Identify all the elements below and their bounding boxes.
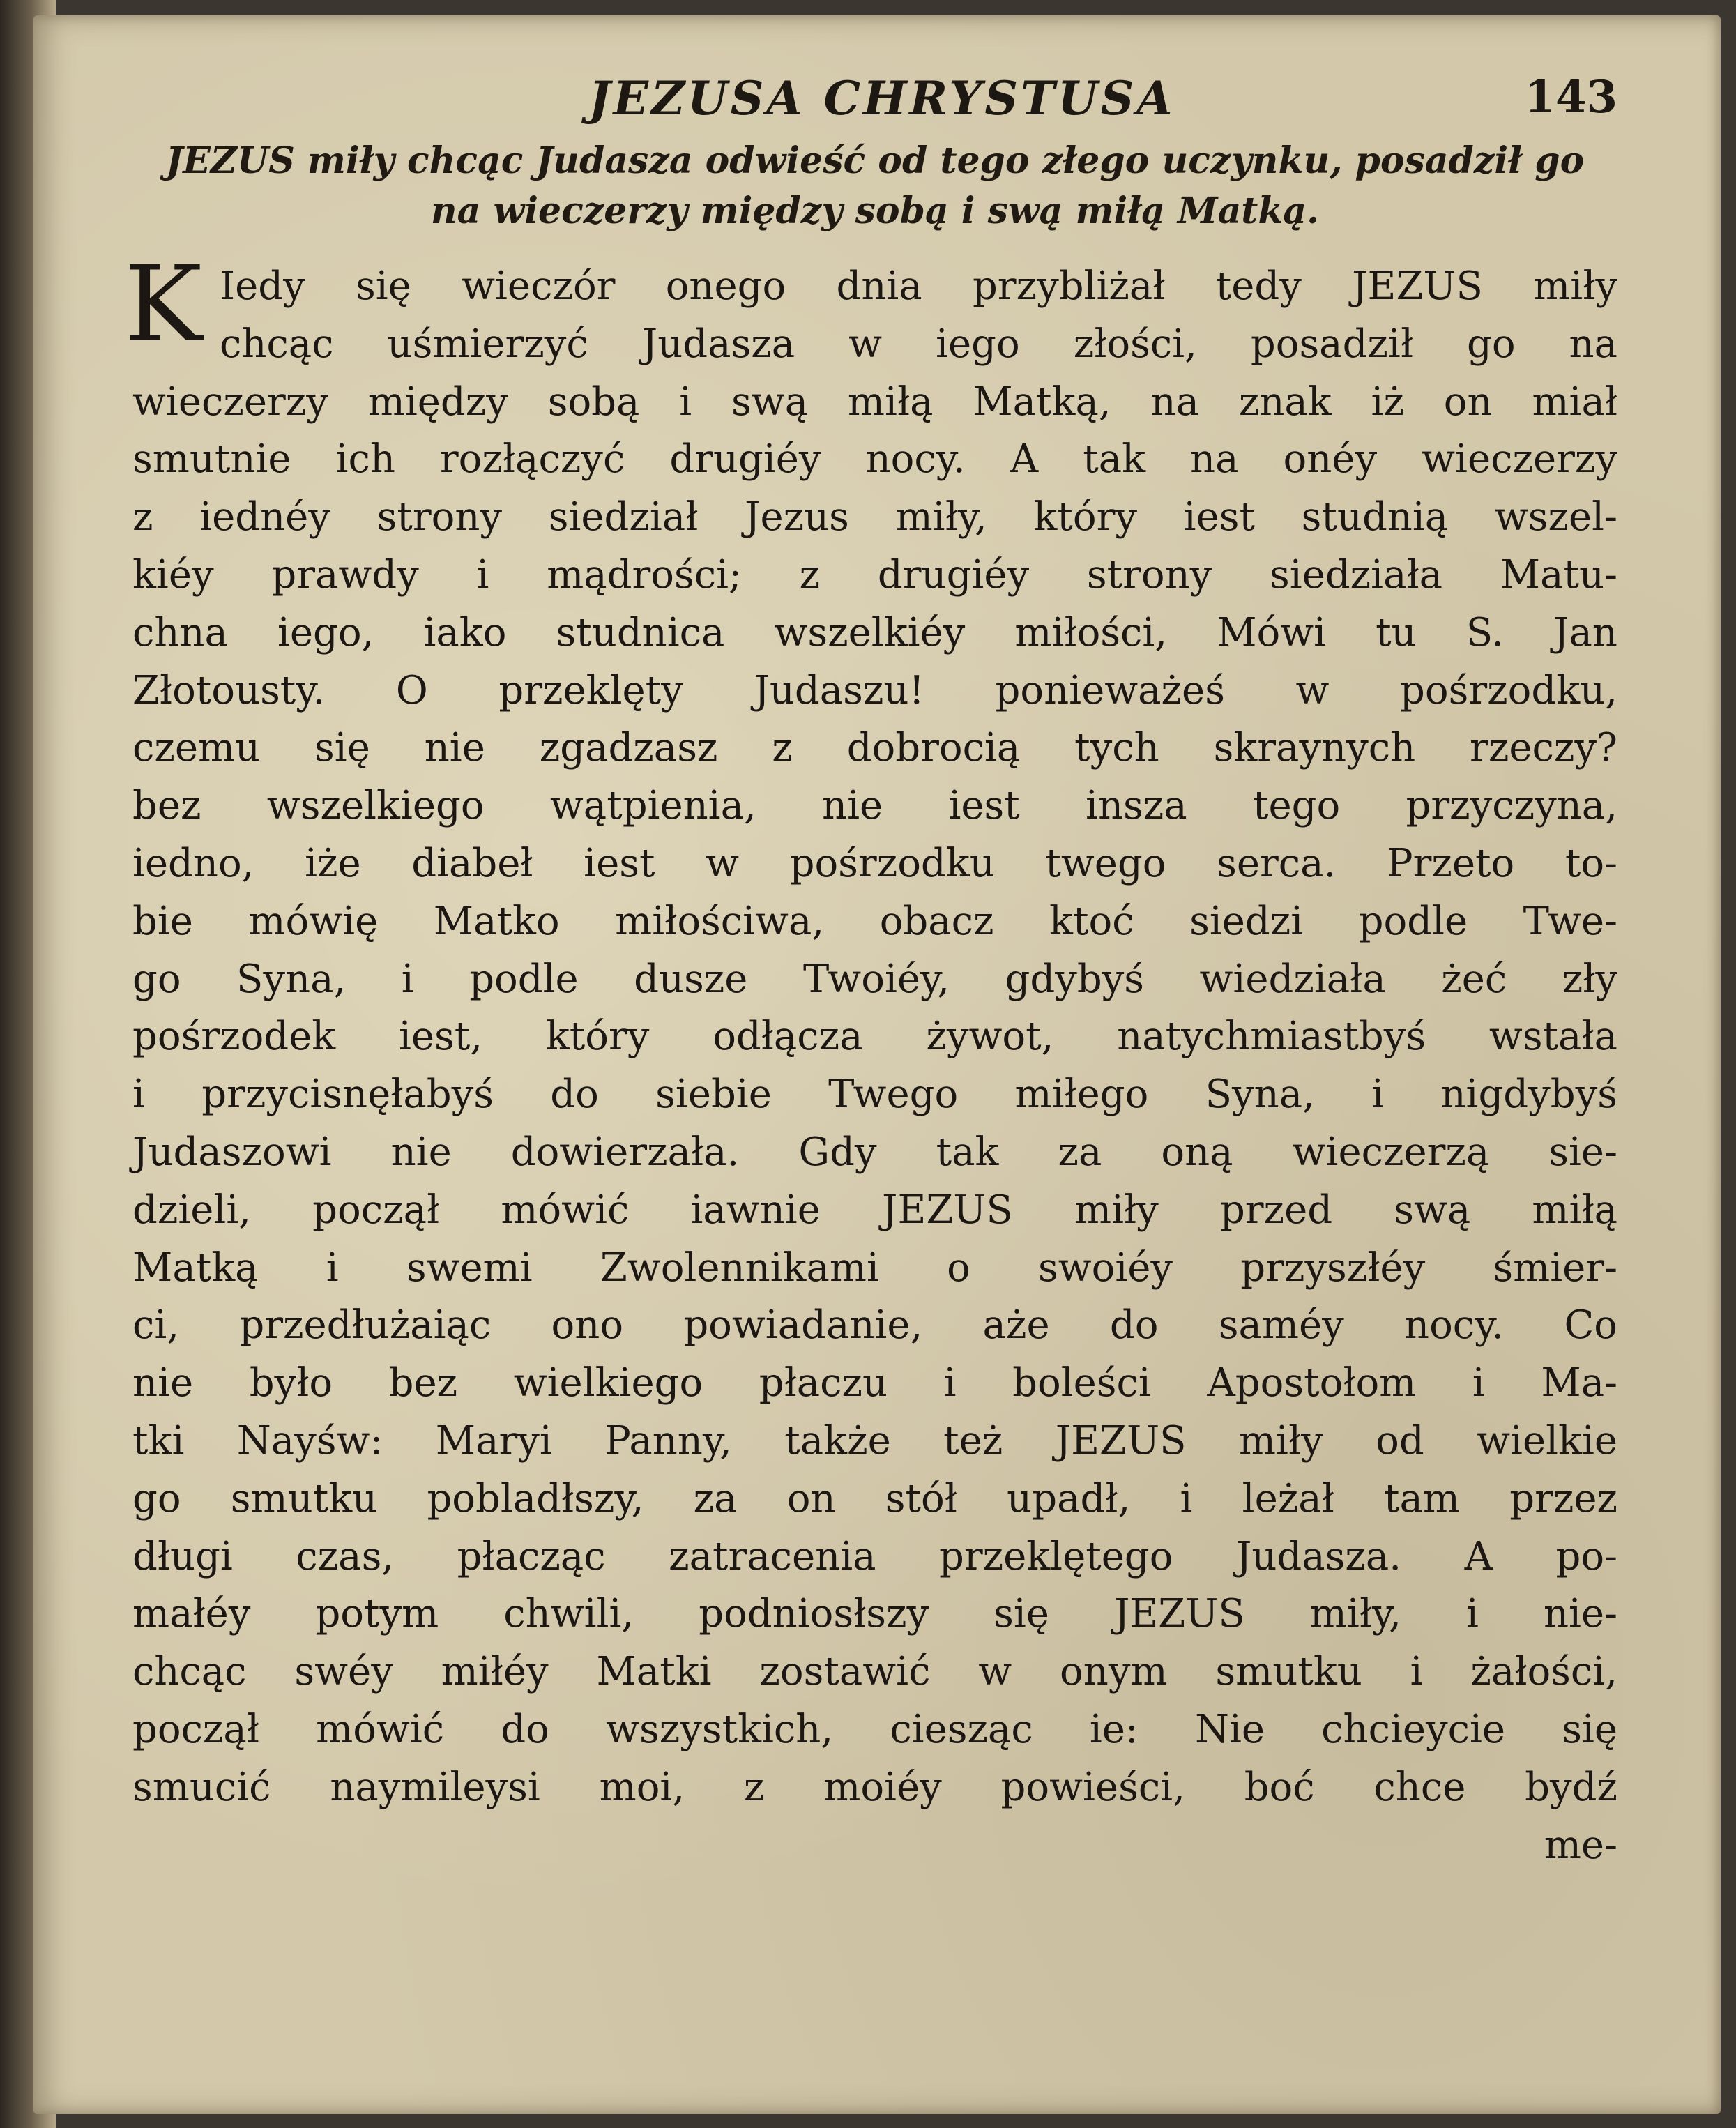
text-line: i przycisnęłabyś do siebie Twego miłego Syna, i nigdybyś [132, 1072, 1617, 1118]
page-number: 143 [1524, 71, 1617, 123]
text-line: kiéy prawdy i mądrości; z drugiéy strony siedziała Matu- [132, 552, 1617, 598]
text-line: długi czas, płacząc zatracenia przeklętego Judasza. A po- [132, 1533, 1617, 1579]
text-line: go Syna, i podle dusze Twoiéy, gdybyś wiedziała żeć zły [132, 956, 1617, 1002]
page-header [146, 71, 1617, 137]
body-text [132, 258, 1617, 1874]
summary-line: na wieczerzy między sobą i swą miłą Matką. [430, 190, 1320, 232]
text-line: ci, przedłużaiąc ono powiadanie, aże do saméy nocy. Co [132, 1302, 1617, 1348]
text-line: smucić naymileysi moi, z moiéy powieści, boć chce bydź [132, 1764, 1617, 1810]
catchword: me- [1544, 1822, 1617, 1868]
text-line: bez wszelkiego wątpienia, nie iest insza tego przyczyna, [132, 783, 1617, 829]
text-line: Matką i swemi Zwolennikami o swoiéy przyszłéy śmier- [132, 1245, 1617, 1291]
text-line: Judaszowi nie dowierzała. Gdy tak za oną wieczerzą sie- [132, 1129, 1617, 1175]
text-line: czemu się nie zgadzasz z dobrocią tych skraynych rzeczy? [132, 725, 1617, 771]
summary-line: JEZUS miły chcąc Judasza odwieść od tego złego uczynku, posadził go [165, 139, 1585, 182]
running-title: JEZUSA CHRYSTUSA [588, 71, 1175, 126]
text-line: z iednéy strony siedział Jezus miły, który iest studnią wszel- [132, 494, 1617, 540]
text-line: począł mówić do wszystkich, ciesząc ie: Nie chcieycie się [132, 1706, 1617, 1752]
text-line: pośrzodek iest, który odłącza żywot, natychmiastbyś wstała [132, 1014, 1617, 1060]
text-line: nie było bez wielkiego płaczu i boleści Apostołom i Ma- [132, 1360, 1617, 1406]
chapter-summary [132, 136, 1617, 236]
text-line: chna iego, iako studnica wszelkiéy miłości, Mówi tu S. Jan [132, 609, 1617, 655]
text-line: małéy potym chwili, podniosłszy się JEZUS miły, i nie- [132, 1591, 1617, 1637]
text-line: dzieli, począł mówić iawnie JEZUS miły przed swą miłą [132, 1187, 1617, 1233]
text-line: go smutku pobladłszy, za on stół upadł, i leżał tam przez [132, 1475, 1617, 1521]
text-line: Iedy się wieczór onego dnia przybliżał tedy JEZUS miły [220, 264, 1617, 309]
text-line: Złotousty. O przeklęty Judaszu! ponieważeś w pośrzodku, [132, 667, 1617, 713]
text-line: tki Nayśw: Maryi Panny, także też JEZUS miły od wielkie [132, 1418, 1617, 1464]
text-line: smutnie ich rozłączyć drugiéy nocy. A tak na onéy wieczerzy [132, 436, 1617, 482]
text-line: wieczerzy między sobą i swą miłą Matką, na znak iż on miał [132, 379, 1617, 425]
text-line: chcąc swéy miłéy Matki zostawić w onym smutku i żałości, [132, 1649, 1617, 1695]
text-line: bie mówię Matko miłościwa, obacz ktoć siedzi podle Twe- [132, 898, 1617, 944]
text-line: chcąc uśmierzyć Judasza w iego złości, posadził go na [220, 321, 1617, 367]
text-line: iedno, iże diabeł iest w pośrzodku twego serca. Przeto to- [132, 840, 1617, 886]
drop-cap-initial: K [124, 244, 203, 365]
